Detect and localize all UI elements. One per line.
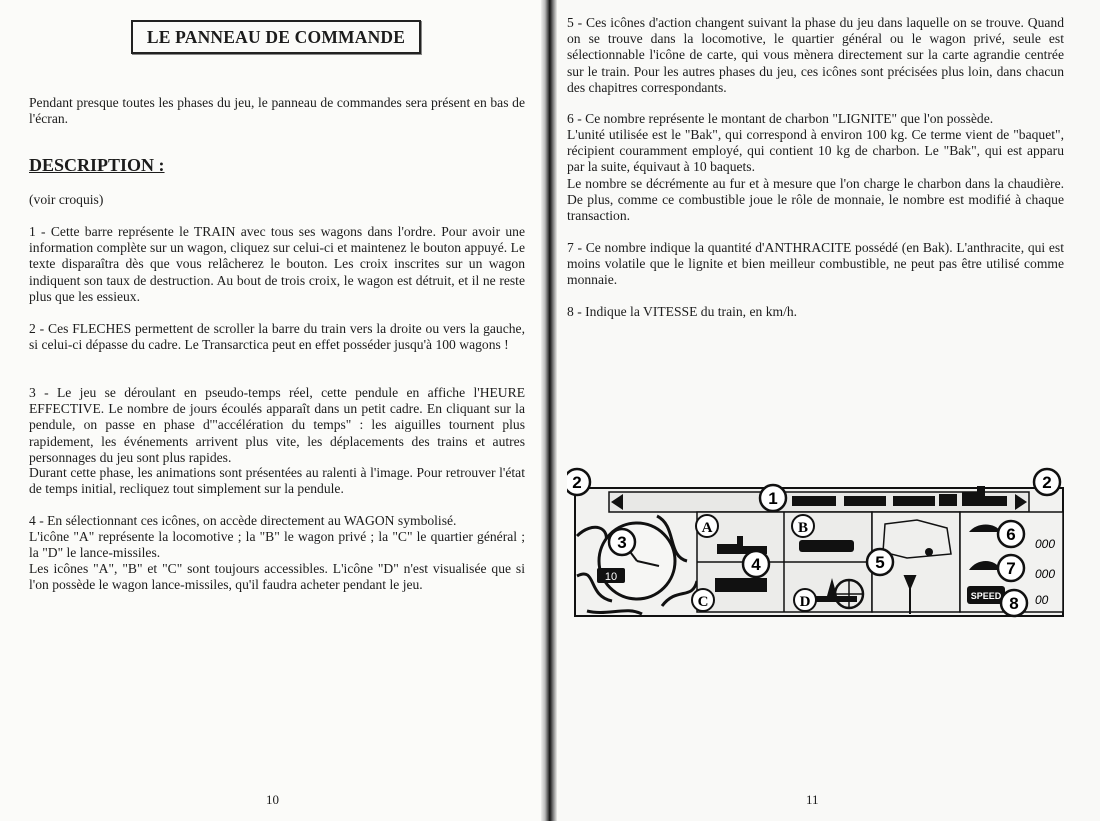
item-6b-paragraph: L'unité utilisée est le "Bak", qui correspond à environ 100 kg. Ce terme vient de "baquet", récipient couramment employé, qui contient 10 kg de charbon. Le "Bak", qui est apparu par la suite, équivaut à 10 baquets.	[567, 127, 1064, 175]
private-wagon-icon[interactable]	[799, 540, 854, 552]
item-1-paragraph: 1 - Cette barre représente le TRAIN avec tous ses wagons dans l'ordre. Pour avoir une information complète sur un wagon, cliquez sur celui-ci et maintenez le bouton appuyé. Le texte disparaîtra dès que vous relâcherez le bouton. Les croix inscrites sur un wagon indiquent son taux de destruction. Au bout de trois croix, le wagon est détruit, et il ne reste plus que les essieux.	[29, 224, 525, 304]
item-4b-paragraph: L'icône "A" représente la locomotive ; la "B" le wagon privé ; la "C" le quartier général ; la "D" le lance-missiles.	[29, 529, 525, 561]
wagon-icon	[792, 496, 836, 506]
page-number-right: 11	[806, 792, 819, 807]
wagon-icon	[939, 494, 957, 506]
headquarters-wagon-icon[interactable]	[715, 578, 767, 592]
letter-a: A	[701, 520, 713, 536]
item-7-paragraph: 7 - Ce nombre indique la quantité d'ANTHRACITE possédé (en Bak). L'anthracite, qui est moins volatile que le lignite et bien meilleur combustible, ne peut pas être utilisé comme monnaie.	[567, 240, 1064, 288]
speed-readout: 00	[1035, 593, 1049, 607]
lignite-readout: 000	[1035, 537, 1056, 551]
wagon-icon	[844, 496, 886, 506]
control-panel-diagram	[567, 466, 1067, 621]
item-5-paragraph: 5 - Ces icônes d'action changent suivant la phase du jeu dans laquelle on se trouve. Quand on se trouve dans la locomotive, le quartier général ou le wagon privé, seule est sélectionnable l'icône de carte, qui vous mènera directement sur la carte agrandie centrée sur le train. Pour les autres phases du jeu, ces icônes sont précisées plus loin, dans chacun des chapitres correspondants.	[567, 15, 1064, 95]
see-sketch-note: (voir croquis)	[29, 192, 104, 207]
item-3b-paragraph: Durant cette phase, les animations sont présentées au ralenti à l'image. Pour retrouver l'état de temps initial, recliquez tout simplement sur la pendule.	[29, 465, 525, 497]
item-2-paragraph: 2 - Ces FLECHES permettent de scroller la barre du train vers la droite ou vers la gauche, si celui-ci dépasse du cadre. Le Transarctica peut en effet posséder jusqu'à 100 wagons !	[29, 321, 525, 353]
callout-5: 5	[875, 553, 885, 572]
letter-c: C	[697, 594, 709, 610]
left-page	[0, 0, 548, 821]
letter-b: B	[797, 520, 809, 536]
item-8-paragraph: 8 - Indique la VITESSE du train, en km/h.	[567, 304, 798, 319]
callout-2-left: 2	[572, 473, 582, 492]
speed-label: SPEED	[970, 591, 1002, 601]
anthracite-readout: 000	[1035, 567, 1056, 581]
item-4c-paragraph: Les icônes "A", "B" et "C" sont toujours accessibles. L'icône "D" n'est visualisée que si l'on possède le wagon lance-missiles, qu'il faudra acheter pendant le jeu.	[29, 561, 525, 593]
bullet-icon	[925, 548, 933, 556]
callout-7: 7	[1006, 559, 1016, 578]
callout-6: 6	[1006, 525, 1016, 544]
item-4-paragraph: 4 - En sélectionnant ces icônes, on accède directement au WAGON symbolisé.	[29, 513, 457, 528]
clock-icon[interactable]	[597, 523, 675, 599]
intro-paragraph: Pendant presque toutes les phases du jeu, le panneau de commandes sera présent en bas de l'écran.	[29, 95, 525, 127]
callout-1: 1	[768, 489, 778, 508]
item-6c-paragraph: Le nombre se décrémente au fur et à mesure que l'on charge le charbon dans la chaudière. De plus, comme ce combustible joue le rôle de monnaie, le nombre est modifié à chaque transaction.	[567, 176, 1064, 224]
letter-d: D	[799, 594, 811, 610]
book-spine	[541, 0, 557, 821]
section-heading: DESCRIPTION :	[29, 155, 165, 175]
right-page	[548, 0, 1100, 821]
callout-8: 8	[1009, 594, 1019, 613]
callout-2-right: 2	[1042, 473, 1052, 492]
item-3-paragraph: 3 - Le jeu se déroulant en pseudo-temps réel, cette pendule en affiche l'HEURE EFFECTIVE. Le nombre de jours écoulés apparaît dans un petit cadre. En cliquant sur la pendule, on passe en phase d'"accélération du temps" : les aiguilles tournent plus rapidement, les événements arrivent plus vite, les déplacements des trains et autres personnages du jeu sont plus rapides.	[29, 385, 525, 465]
page-title: LE PANNEAU DE COMMANDE	[131, 20, 421, 54]
day-counter: 10	[604, 571, 618, 583]
page-number-left: 10	[266, 792, 279, 807]
callout-4: 4	[751, 555, 761, 574]
callout-3: 3	[617, 533, 627, 552]
item-6-paragraph: 6 - Ce nombre représente le montant de charbon "LIGNITE" que l'on possède.	[567, 111, 994, 126]
wagon-icon	[893, 496, 935, 506]
